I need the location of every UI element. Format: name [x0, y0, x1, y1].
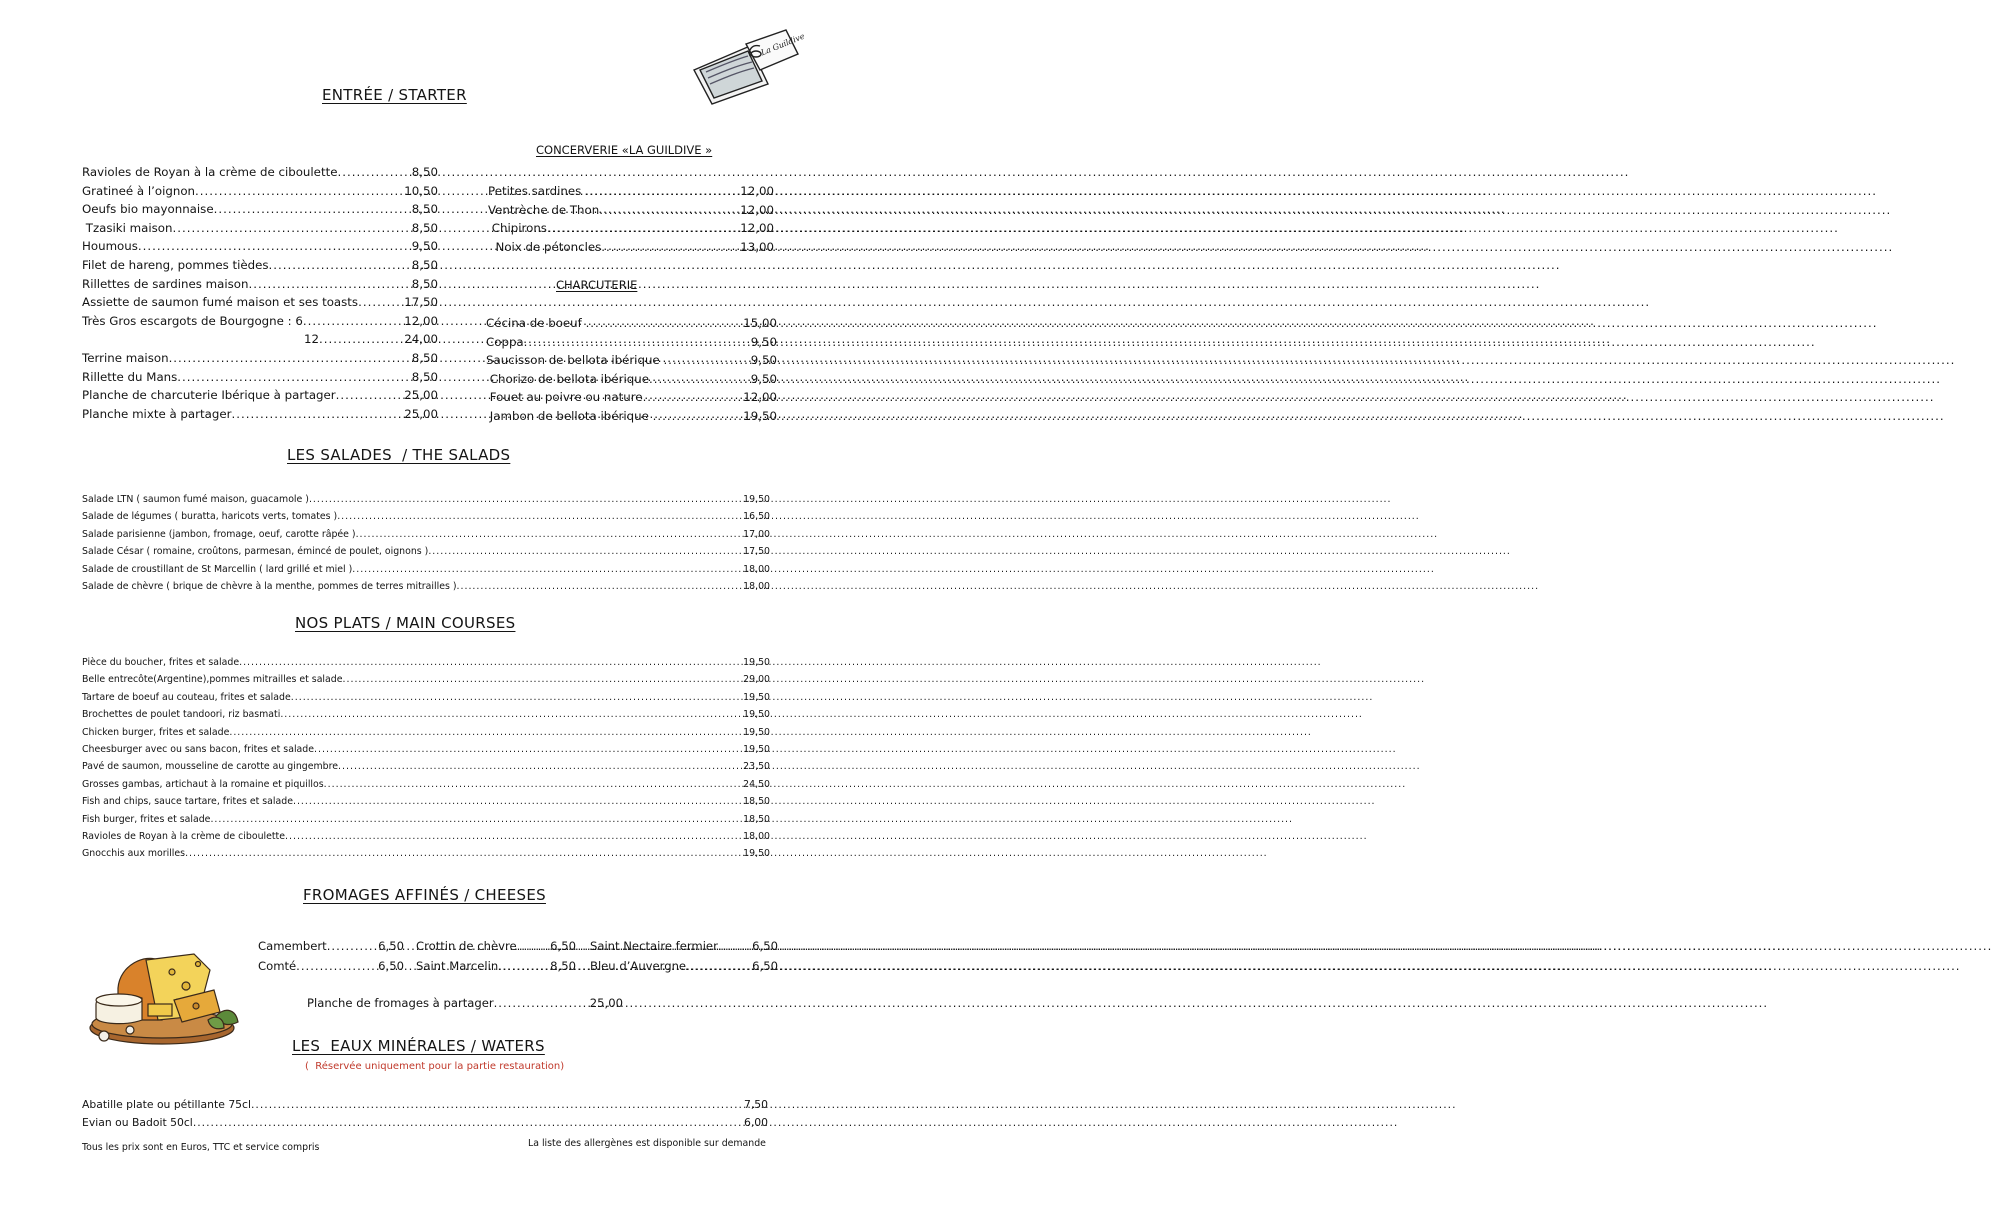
menu-item: Crottin de chèvre ..... 6,50: [416, 936, 576, 956]
menu-item: Gnocchis aux morilles ..... 19,50: [82, 845, 770, 862]
salads-title: LES SALADES / THE SALADS: [287, 446, 511, 464]
menu-item: Chorizo de bellota ibérique ..... 9,50: [486, 370, 777, 389]
menu-item: Planche mixte à partager ..... 25,00: [82, 405, 438, 424]
menu-item: Ventrèche de Thon ..... 12,00: [488, 201, 774, 220]
mains-title: NOS PLATS / MAIN COURSES: [295, 614, 516, 632]
menu-item: Rillettes de sardines maison ..... 8,50: [82, 275, 438, 294]
starters-title: ENTRÉE / STARTER: [322, 86, 467, 104]
menu-item: Fish and chips, sauce tartare, frites et salade ..... 18,50: [82, 793, 770, 810]
menu-item: Jambon de bellota ibérique ..... 19,50: [486, 407, 777, 426]
sardine-can-label: La Guildive: [759, 31, 806, 58]
waters-note: ( Réservée uniquement pour la partie restauration): [305, 1061, 565, 1072]
menu-item: Chipirons ..... 12,00: [488, 219, 774, 238]
menu-item: Abatille plate ou pétillante 75cl ..... 7,50: [82, 1096, 768, 1114]
menu-item: Evian ou Badoit 50cl ..... 6,00: [82, 1114, 768, 1132]
cheese-col-1: [258, 936, 404, 976]
charcuterie-title: CHARCUTERIE: [556, 278, 638, 292]
conserverie-list: [488, 182, 774, 256]
menu-item: Cécina de boeuf ..... 15,00: [486, 314, 777, 333]
menu-item: Brochettes de poulet tandoori, riz basmati ..... 19,50: [82, 706, 770, 723]
cheese-platter: [307, 993, 623, 1013]
menu-item: Noix de pétoncles ..... 13,00: [488, 238, 774, 257]
menu-item: Oeufs bio mayonnaise ..... 8,50: [82, 200, 438, 219]
menu-item: Assiette de saumon fumé maison et ses toasts ..... 17,50: [82, 293, 438, 312]
footer-prices-note: Tous les prix sont en Euros, TTC et service compris: [82, 1142, 320, 1153]
menu-item: Pavé de saumon, mousseline de carotte au gingembre ..... 23,50: [82, 758, 770, 775]
menu-item: Grosses gambas, artichaut à la romaine et piquillos ..... 24,50: [82, 776, 770, 793]
menu-item: Saint Nectaire fermier ..... 6,50: [590, 936, 778, 956]
menu-item: Pièce du boucher, frites et salade ..... 19,50: [82, 654, 770, 671]
menu-item: Salade de chèvre ( brique de chèvre à la menthe, pommes de terres mitrailles ) ..... 18,00: [82, 578, 770, 595]
menu-item: Saint Marcelin ..... 8,50: [416, 956, 576, 976]
menu-item: Coppa ..... 9,50: [486, 333, 777, 352]
menu-item: Gratineé à l’oignon ..... 10,50: [82, 182, 438, 201]
menu-item: Comté ..... 6,50: [258, 956, 404, 976]
menu-item: Tzasiki maison ..... 8,50: [82, 219, 438, 238]
menu-item: Salade de croustillant de St Marcellin ( lard grillé et miel ) ..... 18,00: [82, 561, 770, 578]
footer-allergens-note: La liste des allergènes est disponible sur demande: [528, 1138, 766, 1149]
menu-item: Très Gros escargots de Bourgogne : 6 ..... 12,00: [82, 312, 438, 331]
menu-item: Cheesburger avec ou sans bacon, frites et salade ..... 19,50: [82, 741, 770, 758]
menu-item: 12 ..... 24,00: [82, 330, 438, 349]
menu-item: Terrine maison ..... 8,50: [82, 349, 438, 368]
charcuterie-list: [486, 314, 777, 426]
menu-item: Houmous ..... 9,50: [82, 237, 438, 256]
mains-list: [82, 654, 770, 863]
menu-item: Bleu d’Auvergne ..... 6,50: [590, 956, 778, 976]
cheese-col-3: [590, 936, 778, 976]
waters-list: [82, 1096, 768, 1131]
sardine-tin-icon: [690, 26, 806, 104]
menu-item: Planche de charcuterie Ibérique à partager ..... 25,00: [82, 386, 438, 405]
menu-item: Rillette du Mans ..... 8,50: [82, 368, 438, 387]
menu-item: Filet de hareng, pommes tièdes ..... 8,50: [82, 256, 438, 275]
menu-item: Fish burger, frites et salade ..... 18,50: [82, 811, 770, 828]
menu-item: Salade César ( romaine, croûtons, parmesan, émincé de poulet, oignons ) ..... 17,50: [82, 543, 770, 560]
menu-item: Camembert ..... 6,50: [258, 936, 404, 956]
salads-list: [82, 491, 770, 595]
menu-item: Saucisson de bellota ibérique ..... 9,50: [486, 351, 777, 370]
menu-item: Ravioles de Royan à la crème de ciboulette ..... 8,50: [82, 163, 438, 182]
menu-item: Salade parisienne (jambon, fromage, oeuf, carotte râpée ) ..... 17,00: [82, 526, 770, 543]
menu-item: Planche de fromages à partager ..... 25,00: [307, 993, 623, 1013]
menu-item: Belle entrecôte(Argentine),pommes mitrailles et salade ..... 29,00: [82, 671, 770, 688]
cheese-col-2: [416, 936, 576, 976]
menu-item: Petites sardines ..... 12,00: [488, 182, 774, 201]
menu-item: Salade de légumes ( buratta, haricots verts, tomates ) ..... 16,50: [82, 508, 770, 525]
starters-list: [82, 163, 438, 423]
menu-item: Tartare de boeuf au couteau, frites et salade ..... 19,50: [82, 689, 770, 706]
cheese-board-icon: [86, 950, 246, 1050]
menu-item: Salade LTN ( saumon fumé maison, guacamole ) ..... 19,50: [82, 491, 770, 508]
cheeses-title: FROMAGES AFFINÉS / CHEESES: [303, 886, 546, 904]
menu-page: [0, 0, 861, 1217]
menu-item: Chicken burger, frites et salade ..... 19,50: [82, 724, 770, 741]
conserverie-title: CONCERVERIE «LA GUILDIVE »: [536, 143, 713, 157]
waters-title: LES EAUX MINÉRALES / WATERS: [292, 1037, 545, 1055]
menu-item: Ravioles de Royan à la crème de ciboulette ..... 18,00: [82, 828, 770, 845]
menu-item: Fouet au poivre ou nature ..... 12,00: [486, 388, 777, 407]
